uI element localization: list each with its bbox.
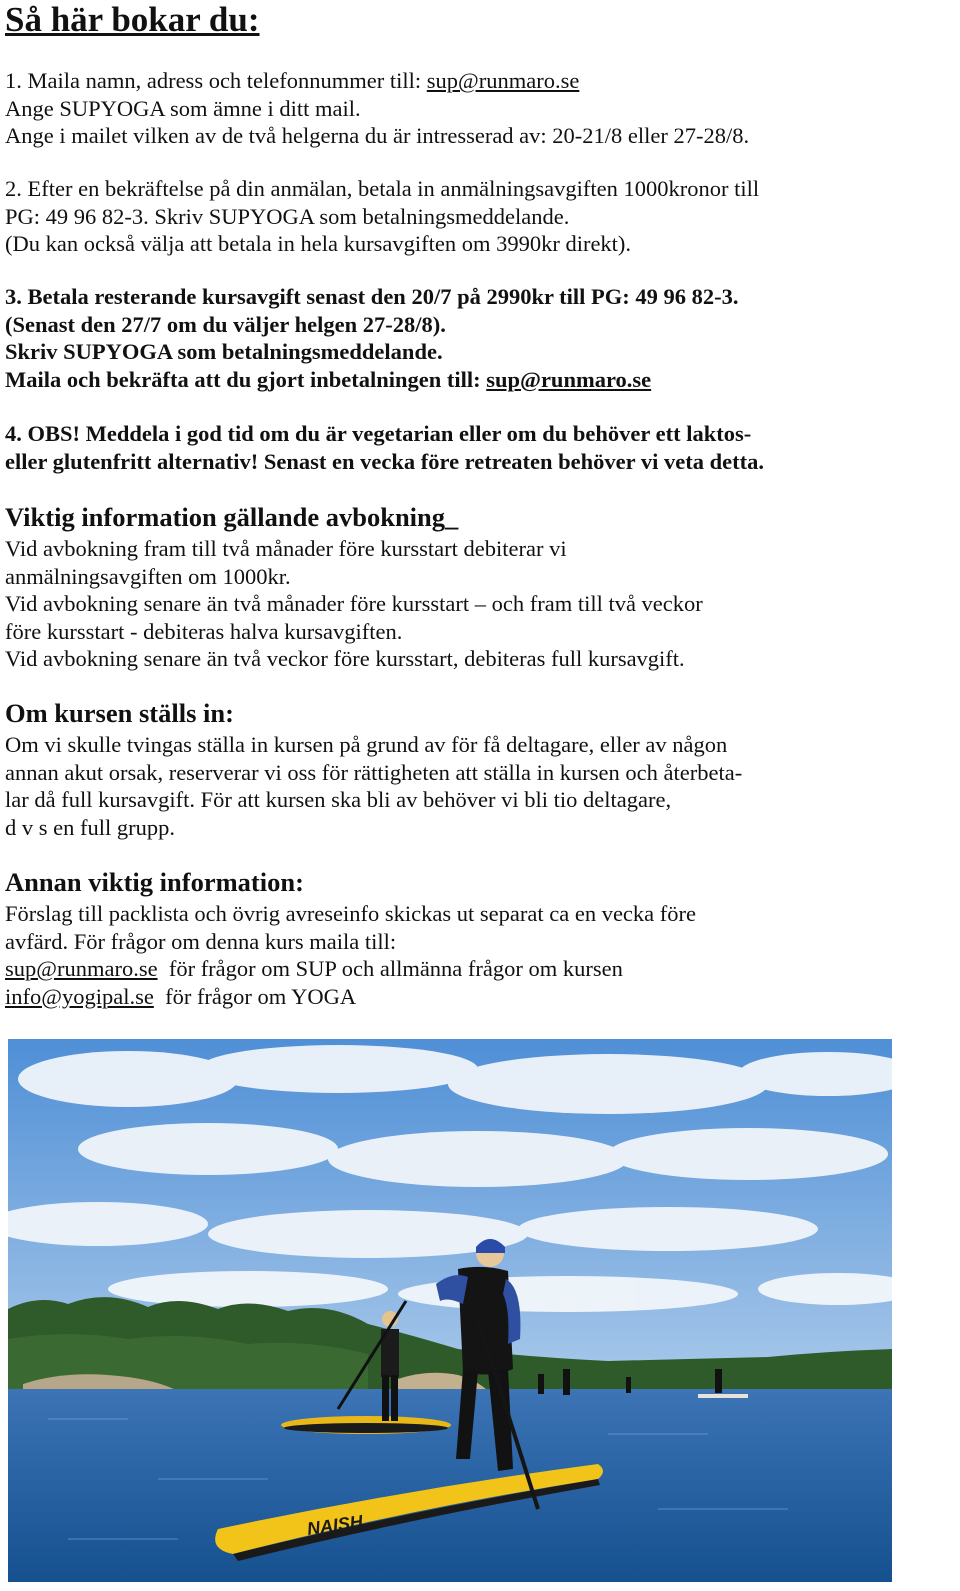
cancellation-line: anmälningsavgiften om 1000kr. xyxy=(5,563,291,589)
course-cancelled-text xyxy=(5,731,742,841)
contact-sup-desc: för frågor om SUP och allmänna frågor om kursen xyxy=(157,956,623,981)
course-cancelled-line: lar då full kursavgift. För att kursen ska bli av behöver vi bli tio deltagare, xyxy=(5,787,672,812)
step-2 xyxy=(5,175,759,258)
obs-label: 4. OBS! xyxy=(5,421,81,446)
step-4-line-1 xyxy=(5,420,764,448)
contact-yoga-desc: för frågor om YOGA xyxy=(153,983,357,1009)
step-1-line-2: Ange SUPYOGA som ämne i ditt mail. xyxy=(5,95,361,121)
cancellation-line: Vid avbokning fram till två månader före kursstart debiterar vi xyxy=(5,536,567,561)
cancellation-heading: Viktig information gällande avbokning_ xyxy=(5,502,459,532)
email-link-sup[interactable]: sup@runmaro.se xyxy=(426,68,580,93)
sup-photo-illustration xyxy=(8,1039,892,1582)
step-3-line-3: Skriv SUPYOGA som betalningsmeddelande. xyxy=(5,339,443,364)
step-1 xyxy=(5,67,749,150)
step-1-line-3: Ange i mailet vilken av de två helgerna du är intresserad av: 20-21/8 eller 27-28/8. xyxy=(5,123,750,148)
step-2-line-2: PG: 49 96 82-3. Skriv SUPYOGA som betalningsmeddelande. xyxy=(5,203,570,229)
paddler-left-leg xyxy=(382,1375,389,1421)
step-2-line-3: (Du kan också välja att betala in hela kursavgiften om 3990kr direkt). xyxy=(5,231,632,256)
cancellation-line: Vid avbokning senare än två veckor före kursstart, debiteras full kursavgift. xyxy=(5,646,685,671)
cancellation-text xyxy=(5,535,703,673)
course-cancelled-line: Om vi skulle tvingas ställa in kursen på grund av för få deltagare, eller av någon xyxy=(5,732,728,757)
contact-line-sup xyxy=(5,955,696,983)
step-3-line-2: (Senast den 27/7 om du väljer helgen 27-28/8). xyxy=(5,311,446,337)
course-cancelled-heading: Om kursen ställs in: xyxy=(5,698,234,728)
other-info-text xyxy=(5,900,696,1010)
contact-line-yoga xyxy=(5,983,696,1011)
page-title: Så här bokar du: xyxy=(5,0,260,39)
water xyxy=(8,1389,892,1582)
course-cancelled-line: d v s en full grupp. xyxy=(5,814,175,840)
step-4 xyxy=(5,420,764,475)
step-3-line-1: 3. Betala resterande kursavgift senast den 20/7 på 2990kr till PG: 49 96 82-3. xyxy=(5,284,739,309)
step-4-line-2: eller glutenfritt alternativ! Senast en vecka före retreaten behöver vi veta detta. xyxy=(5,448,764,474)
step-1-text: 1. Maila namn, adress och telefonnummer till: xyxy=(5,68,427,93)
distant-board xyxy=(698,1394,748,1398)
step-3-text: Maila och bekräfta att du gjort inbetalningen till: xyxy=(5,366,487,392)
other-info-line-2: avfärd. För frågor om denna kurs maila till: xyxy=(5,928,397,954)
email-link-sup-3[interactable]: sup@runmaro.se xyxy=(5,956,158,981)
paddler-left-leg xyxy=(391,1375,398,1421)
board-brand-label: NAISH xyxy=(305,1511,365,1539)
step-4-text: Meddela i god tid om du är vegetarian eller om du behöver ett laktos- xyxy=(80,421,752,446)
other-info-heading: Annan viktig information: xyxy=(5,867,304,897)
board-left-rail xyxy=(284,1423,448,1433)
cancellation-line: före kursstart - debiteras halva kursavgiften. xyxy=(5,618,403,644)
step-3 xyxy=(5,283,739,393)
step-2-line-1: 2. Efter en bekräftelse på din anmälan, betala in anmälningsavgiften 1000kronor till xyxy=(5,176,760,201)
email-link-sup-2[interactable]: sup@runmaro.se xyxy=(486,366,652,392)
email-link-yogipal[interactable]: info@yogipal.se xyxy=(5,983,154,1009)
other-info-line-1: Förslag till packlista och övrig avreseinfo skickas ut separat ca en vecka före xyxy=(5,901,696,926)
cancellation-line: Vid avbokning senare än två månader före kursstart – och fram till två veckor xyxy=(5,591,703,616)
course-cancelled-line: annan akut orsak, reserverar vi oss för rättigheten att ställa in kursen och återbeta- xyxy=(5,759,743,785)
step-1-line-1 xyxy=(5,67,749,95)
step-3-line-4 xyxy=(5,366,739,394)
sup-photo xyxy=(8,1039,892,1582)
